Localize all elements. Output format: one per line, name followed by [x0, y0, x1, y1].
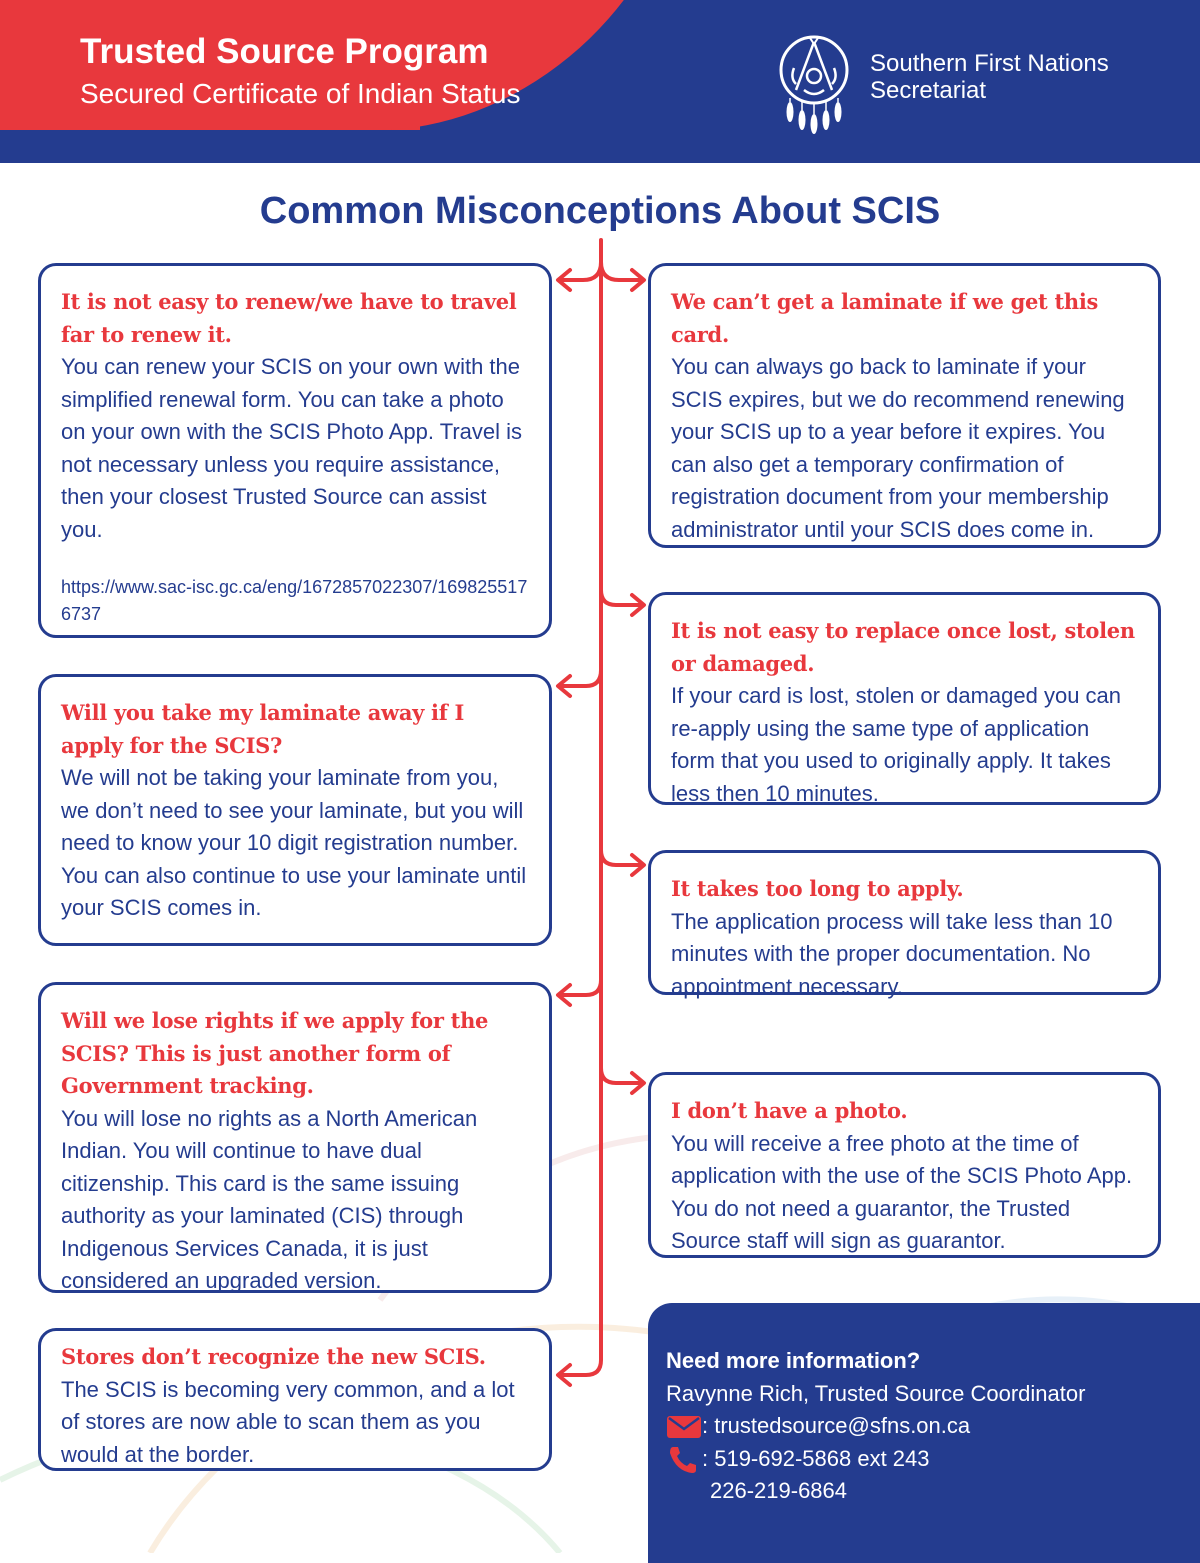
contact-phone[interactable]: : 519-692-5868 ext 243: [702, 1445, 930, 1471]
contact-name: Ravynne Rich, Trusted Source Coordinator: [666, 1380, 1086, 1406]
misconception-question: We can’t get a laminate if we get this card.: [671, 289, 1099, 347]
misconception-answer: You will receive a free photo at the time of application with the use of the SCIS Photo App. You do not need a guarantor, the Trusted Source staff will sign as guarantor.: [671, 1130, 1133, 1253]
misconception-card-renew: [38, 263, 552, 638]
misconception-question: Stores don’t recognize the new SCIS.: [61, 1344, 486, 1369]
envelope-icon: [666, 1411, 702, 1441]
contact-phone-2[interactable]: 226-219-6864: [710, 1478, 848, 1503]
misconception-card-lose-rights: [38, 982, 552, 1293]
misconception-card-replace: [648, 592, 1161, 805]
misconception-card-too-long: [648, 850, 1161, 999]
connector-trunk: [560, 240, 601, 1375]
misconception-card-stores: [38, 1328, 552, 1471]
renewal-link[interactable]: https://www.sac-isc.gc.ca/eng/1672857022307/1698255176737: [61, 577, 528, 624]
misconception-answer: You will lose no rights as a North American Indian. You will continue to have dual citizenship. This card is the same issuing authority as your laminated (CIS) through Indigenous Services Canada, it is just considered an upgraded version.: [61, 1105, 478, 1293]
phone-icon: [666, 1444, 702, 1474]
misconception-card-take-laminate: [38, 674, 552, 946]
contact-email[interactable]: : trustedsource@sfns.on.ca: [702, 1413, 971, 1438]
program-title: Trusted Source Program: [80, 32, 489, 71]
misconception-question: It takes too long to apply.: [671, 876, 964, 901]
contact-panel: [648, 1303, 1200, 1563]
misconception-question: Will we lose rights if we apply for the SCIS? This is just another form of Government tracking.: [61, 1008, 489, 1098]
contact-title: Need more information?: [666, 1348, 921, 1373]
misconception-question: Will you take my laminate away if I apply for the SCIS?: [61, 700, 464, 758]
misconception-answer: We will not be taking your laminate from you, we don’t need to see your laminate, but you will need to know your 10 digit registration number. You can also continue to use your laminate until your SCIS comes in.: [61, 765, 527, 920]
contact-phone-row: [666, 1443, 1200, 1476]
misconception-answer: You can renew your SCIS on your own with the simplified renewal form. You can take a photo on your own with the SCIS Photo App. Travel is not necessary unless you require assistance, then your closest Trusted Source can assist you.: [61, 354, 523, 542]
contact-email-row: [666, 1410, 1200, 1443]
misconception-answer: If your card is lost, stolen or damaged you can re-apply using the same type of application form that you used to originally apply. It takes less then 10 minutes.: [671, 683, 1122, 806]
org-name-line2: Secretariat: [870, 77, 987, 104]
misconception-answer: The SCIS is becoming very common, and a lot of stores are now able to scan them as you would at the border.: [61, 1376, 515, 1467]
misconception-question: It is not easy to replace once lost, stolen or damaged.: [671, 618, 1135, 676]
misconception-question: It is not easy to renew/we have to travel far to renew it.: [61, 289, 517, 347]
misconception-answer: You can always go back to laminate if your SCIS expires, but we do recommend renewing your SCIS up to a year before it expires. You can also get a temporary confirmation of registration document from your membership administrator until your SCIS does come in.: [671, 354, 1125, 542]
org-name-line1: Southern First Nations: [870, 50, 1109, 77]
misconception-card-laminate-card: [648, 263, 1161, 548]
misconception-answer: The application process will take less than 10 minutes with the proper documentation. No appointment necessary.: [671, 908, 1113, 999]
misconception-card-photo: [648, 1072, 1161, 1258]
page-title: Common Misconceptions About SCIS: [259, 190, 941, 232]
misconception-question: I don’t have a photo.: [671, 1098, 908, 1123]
program-subtitle: Secured Certificate of Indian Status: [80, 78, 521, 109]
